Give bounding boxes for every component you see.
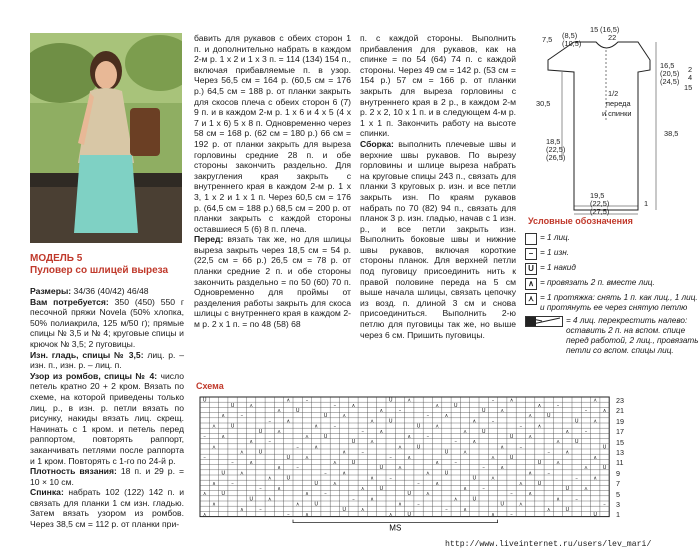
chart-stitch-symbol: – (324, 470, 327, 477)
chart-stitch-symbol: U (342, 506, 346, 513)
chart-stitch-symbol: ⋏ (528, 413, 532, 420)
chart-stitch-symbol: ∧ (286, 397, 291, 404)
chart-stitch-symbol: ⋏ (426, 491, 430, 498)
chart-stitch-symbol: ⋏ (593, 418, 598, 425)
chart-stitch-symbol: U (416, 423, 421, 430)
chart-stitch-symbol: ⋏ (500, 408, 505, 414)
chart-stitch-symbol: U (295, 408, 300, 414)
chart-stitch-symbol: ∧ (379, 428, 384, 435)
chart-stitch-symbol: U (537, 460, 542, 466)
legend-text: = 1 накид (540, 263, 576, 272)
chart-stitch-symbol: U (593, 512, 598, 518)
legend-title: Условные обозначения (528, 216, 633, 226)
chart-stitch-symbol: ∧ (463, 506, 467, 513)
chart-stitch-symbol: ⋏ (240, 449, 244, 456)
chart-stitch-symbol: – (556, 402, 560, 409)
sch-label-right-38-5: 38,5 (664, 129, 679, 138)
chart-stitch-symbol: – (361, 428, 364, 435)
text-column-3 (360, 33, 516, 340)
chart-stitch-symbol: – (398, 408, 402, 414)
chart-stitch-symbol: U (221, 491, 226, 498)
chart-stitch-symbol: U (314, 480, 319, 487)
chart-stitch-symbol: ⋏ (240, 470, 244, 477)
chart-stitch-symbol: ∧ (463, 486, 467, 492)
chart-stitch-symbol: ∧ (370, 475, 374, 482)
model-title: МОДЕЛЬ 5 (30, 253, 83, 264)
chart-row-number: 3 (616, 499, 620, 509)
chart-stitch-symbol: – (547, 470, 550, 477)
chart-stitch-symbol: – (259, 486, 262, 492)
chart-stitch-symbol: ⋏ (491, 454, 495, 461)
chart-stitch-symbol: ∧ (491, 512, 495, 518)
chart-stitch-symbol: U (351, 439, 356, 446)
chart-stitch-symbol: ⋏ (295, 501, 300, 508)
text-column-2 (194, 33, 351, 330)
chart-stitch-symbol: U (407, 491, 412, 498)
chart-stitch-symbol: ∧ (221, 413, 226, 420)
sch-label-left-26-5: (26,5) (546, 153, 566, 162)
chart-stitch-symbol: ∧ (500, 444, 505, 451)
chart-stitch-symbol: ∧ (342, 470, 346, 477)
garter-paragraph: Изн. гладь, спицы № 3,5: лиц. р. – изн. п., изн. р. – лиц. п. (30, 349, 184, 371)
chart-stitch-symbol: ∧ (212, 480, 216, 487)
chart-stitch-symbol: – (454, 460, 457, 466)
chart-stitch-symbol: ⋏ (342, 413, 346, 420)
back-paragraph: Спинка: набрать 102 (122) 142 п. и связать для планки 1 см изн. гладью. Затем вязать узором из ромбов. Через 38,5 см = 112 р. от планки при- (30, 487, 184, 530)
chart-stitch-symbol: U (444, 470, 449, 477)
chart-row-number: 7 (616, 479, 620, 489)
chart-stitch-symbol: U (249, 496, 253, 503)
chart-stitch-symbol: – (268, 418, 271, 425)
chart-stitch-symbol: ∧ (277, 465, 281, 472)
chart-stitch-symbol: ⋏ (267, 475, 272, 482)
chart-stitch-symbol: – (426, 434, 430, 440)
chart-stitch-symbol: ∧ (249, 460, 253, 466)
chart-stitch-symbol: – (575, 496, 578, 503)
legend-text: = 1 изн. (540, 248, 570, 257)
chart-stitch-symbol: – (268, 439, 271, 446)
chart-stitch-symbol: ∧ (286, 418, 291, 425)
chart-stitch-symbol: U (286, 475, 291, 482)
chart-stitch-symbol: ⋏ (584, 465, 588, 472)
chart-stitch-symbol: U (351, 460, 356, 466)
front-paragraph: Перед: вязать так же, но для шлицы выреза закрыть через 18,5 см = 54 р. (22,5 см = 66 р.) 26,5 см = 78 р. от планки средние 2 п. и обе стороны закончить раздельно = по 50 (60) 70 п. Одновременно для проймы от разделения работы закрыть для скоса шлицы с внутреннего края в каждом 2-м р. 2 х 1 п. = по 48 (58) 68 (194, 234, 351, 330)
skp-symbol-icon: ⋏ (525, 293, 537, 305)
chart-stitch-symbol: U (379, 465, 384, 472)
chart-stitch-symbol: ⋏ (277, 408, 281, 414)
legend-text: = провязать 2 п. вместе лиц. (540, 278, 655, 287)
chart-stitch-symbol: ∧ (398, 501, 402, 508)
sch-label-bottom-19-5: 19,5 (590, 191, 605, 200)
chart-stitch-symbol: ⋏ (398, 444, 402, 451)
sch-label-right-24-5: (24,5) (660, 77, 680, 86)
chart-stitch-symbol: U (323, 434, 328, 440)
chart-stitch-symbol: ∧ (472, 439, 477, 446)
chart-stitch-symbol: ⋏ (519, 480, 523, 487)
sch-label-bottom-1: 1 (644, 199, 649, 208)
legend (525, 233, 700, 359)
chart-stitch-symbol: U (444, 449, 449, 456)
k2tog-symbol-icon: ∧ (525, 278, 537, 290)
chart-stitch-symbol: – (361, 449, 364, 456)
chart-row-number: 5 (616, 489, 620, 499)
sch-label-left-18-5: 18,5 (546, 137, 561, 146)
legend-item (525, 293, 700, 313)
assembly-paragraph: Сборка: выполнить плечевые швы и верхние швы рукавов. По вырезу горловины и шлице выреза набрать на круговые спицы 243 п., связать для планки 3 круговых р. изн. и все петли закрыть изн. По краям рукавов набрать по 70 (82) 94 п., связать для планок 3 р. изн. гладью, начав с 1 изн. р., и все петли закрыть изн. Выполнить боковые швы и нижние швы рукавов, включая короткие стороны планок. Для верхней петли под пуговицу присоединить нить к правой половине переда на 5 см выше начала шлицы, связать цепочку из возд. п. длиной 3 см и снова присоединиться. Выполнить 2-ю петлю для пуговицы так же, но выше через 6 см. Пришить пуговицы. (360, 138, 516, 340)
yarn-over-symbol-icon: U (525, 263, 537, 275)
chart-stitch-symbol: ⋏ (333, 480, 337, 487)
chart-stitch-symbol: ⋏ (407, 397, 412, 404)
sch-label-right-16-5: 16,5 (660, 61, 675, 70)
knitting-chart (196, 395, 628, 543)
chart-stitch-symbol: – (203, 454, 206, 461)
pattern-paragraph: Узор из ромбов, спицы № 4: число петель кратно 20 + 2 кром. Вязать по схеме, на которой приведены только лиц. р., в изн. р. петли вязать по рисунку, накиды вязать лиц. скрещ. Начинать с 1 кром. и петель перед раппортом, повторять раппорт, заканчивать петлями после раппорта и 1 кром. Повторять с 1-го по 24-й р. (30, 370, 184, 466)
chart-stitch-symbol: ∧ (537, 423, 542, 430)
model-header (30, 253, 190, 277)
chart-stitch-symbol: – (417, 501, 420, 508)
chart-stitch-symbol: ⋏ (435, 423, 439, 430)
model-subtitle: Пуловер со шлицей выреза (30, 265, 169, 276)
chart-stitch-symbol: U (416, 444, 421, 451)
chart-stitch-symbol: U (602, 444, 607, 451)
chart-stitch-symbol: – (231, 460, 234, 466)
chart-stitch-symbol: ⋏ (333, 460, 337, 466)
chart-stitch-symbol: ⋏ (360, 506, 365, 513)
chart-row-number: 13 (616, 447, 624, 457)
chart-stitch-symbol: U (537, 480, 542, 487)
chart-stitch-symbol: U (509, 434, 514, 440)
chart-row-number: 19 (616, 416, 624, 426)
chart-stitch-symbol: U (472, 475, 477, 482)
chart-stitch-symbol: ∧ (500, 465, 505, 472)
chart-row-number: 21 (616, 406, 624, 416)
chart-stitch-symbol: ∧ (342, 449, 346, 456)
chart-stitch-symbol: U (565, 506, 570, 513)
chart-stitch-symbol: ∧ (444, 413, 449, 420)
sch-label-neck-top: 15 (590, 25, 599, 34)
chart-stitch-symbol: – (287, 512, 290, 518)
chart-row-number: 11 (616, 458, 624, 468)
chart-stitch-symbol: ∧ (314, 423, 319, 430)
chart-row-numbers (616, 396, 632, 521)
chart-stitch-symbol: ⋏ (453, 496, 458, 503)
chart-stitch-symbol: ⋏ (370, 439, 374, 446)
legend-item (525, 233, 700, 245)
chart-stitch-symbol: ∧ (305, 512, 309, 518)
knit-symbol-icon (525, 233, 537, 245)
chart-stitch-symbol: – (296, 465, 299, 472)
chart-stitch-symbol: ⋏ (528, 434, 532, 440)
chart-stitch-symbol: U (221, 470, 226, 477)
chart-stitch-symbol: U (388, 418, 393, 425)
chart-stitch-symbol: ⋏ (212, 423, 216, 430)
sch-label-top-left: 7,5 (542, 35, 553, 44)
chart-stitch-symbol: – (203, 434, 206, 440)
chart-stitch-symbol: – (547, 449, 550, 456)
chart-row-number: 17 (616, 427, 624, 437)
chart-stitch-symbol: ∧ (556, 496, 560, 503)
purl-symbol-icon: – (525, 248, 537, 260)
chart-stitch-symbol: U (388, 397, 393, 404)
chart-stitch-symbol: ⋏ (202, 491, 207, 498)
chart-stitch-symbol: U (500, 501, 505, 508)
chart-stitch-symbol: – (482, 486, 485, 492)
chart-stitch-symbol: – (603, 501, 606, 508)
model-photo (30, 33, 182, 243)
chart-stitch-symbol: ∧ (407, 434, 412, 440)
chart-stitch-symbol: ∧ (565, 449, 570, 456)
chart-stitch-symbol: ⋏ (305, 434, 309, 440)
chart-stitch-symbol: U (258, 428, 263, 435)
chart-stitch-symbol: – (454, 439, 457, 446)
chart-stitch-symbol: ∧ (277, 486, 281, 492)
chart-stitch-symbol: ⋏ (491, 475, 495, 482)
chart-stitch-symbol: ⋏ (267, 496, 272, 503)
chart-stitch-symbol: ∧ (602, 408, 607, 414)
chart-stitch-symbol: ∧ (565, 428, 570, 435)
chart-stitch-symbol: ∧ (212, 501, 216, 508)
chart-stitch-symbol: ∧ (528, 470, 532, 477)
sch-label-neck-top-b: (16,5) (600, 25, 620, 34)
legend-text: = 1 лиц. (540, 233, 571, 242)
chart-stitch-symbol: ⋏ (370, 418, 374, 425)
chart-row-number: 23 (616, 396, 624, 405)
chart-stitch-symbol: ⋏ (463, 428, 467, 435)
legend-item (525, 263, 700, 275)
chart-stitch-symbol: U (453, 402, 458, 409)
garment-schematic (526, 20, 700, 220)
sch-label-right-4: 4 (688, 73, 693, 82)
density-paragraph: Плотность вязания: 18 п. и 29 р. = 10 × 10 см. (30, 466, 184, 487)
chart-stitch-symbol: U (314, 501, 319, 508)
chart-stitch-symbol: U (574, 439, 579, 446)
chart-stitch-symbol: – (575, 475, 578, 482)
chart-stitch-symbol: ⋏ (426, 470, 430, 477)
sch-label-left-30-5: 30,5 (536, 99, 551, 108)
chart-stitch-symbol: ⋏ (593, 397, 598, 404)
repeat-bracket (293, 520, 498, 523)
chart-stitch-symbol: U (202, 397, 207, 404)
chart-row-number: 9 (616, 468, 620, 478)
chart-stitch-symbol: ∧ (240, 506, 244, 513)
chart-stitch-symbol: – (296, 444, 299, 451)
chart-stitch-symbol: ∧ (435, 480, 439, 487)
source-url: http://www.liveinternet.ru/users/lev_mari/ (445, 540, 652, 549)
chart-stitch-symbol: ∧ (593, 454, 598, 461)
chart-stitch-symbol: U (230, 423, 235, 430)
chart-stitch-symbol: ∧ (351, 402, 356, 409)
chart-stitch-symbol: – (389, 454, 392, 461)
chart-stitch-symbol: ⋏ (249, 402, 253, 409)
chart-stitch-symbol: ∧ (379, 408, 384, 414)
chart-stitch-symbol: U (258, 449, 263, 456)
sch-label-bottom-27-5: (27,5) (590, 207, 610, 216)
chart-stitch-symbol: ⋏ (212, 444, 216, 451)
chart-stitch-symbol: U (472, 496, 477, 503)
sch-label-right-2: 2 (688, 65, 693, 74)
sch-label-half: 1/2 (608, 89, 619, 98)
sch-label-back: и спинки (602, 109, 632, 118)
chart-stitch-symbol: – (519, 444, 523, 451)
materials-paragraph: Вам потребуется: 350 (450) 550 г песочной пряжи Novela (50% хлопка, 50% полиакрила, 125 м/50 г); прямые спицы № 3,5 и № 4; круговые спицы и крючок № 3,5; 2 пуговицы. (30, 296, 185, 349)
chart-stitch-symbol: – (510, 512, 513, 518)
chart-stitch-symbol: – (510, 491, 513, 498)
chart-stitch-symbol: ∧ (305, 491, 309, 498)
chart-stitch-symbol: ⋏ (556, 439, 560, 446)
chart-stitch-symbol: – (519, 423, 523, 430)
chart-stitch-symbol: ⋏ (556, 460, 560, 466)
chart-stitch-symbol: – (491, 397, 495, 404)
legend-text: = 4 лиц. перекрестить налево: оставить 2 п. на вспом. спице перед работой, 2 лиц., провязать петли со вспом. спицы лиц. (566, 316, 699, 355)
legend-item (525, 278, 700, 290)
chart-stitch-symbol: U (286, 454, 291, 461)
chart-stitch-symbol: – (240, 413, 244, 420)
chart-stitch-symbol: U (379, 486, 384, 492)
chart-stitch-symbol: ∧ (435, 460, 439, 466)
sizes-paragraph: Размеры: 34/36 (40/42) 46/48 (30, 286, 149, 296)
chart-stitch-symbol: U (230, 402, 235, 409)
chart-stitch-symbol: ⋏ (435, 402, 439, 409)
chart-stitch-symbol: U (407, 512, 412, 518)
chart-stitch-symbol: ⋏ (398, 465, 402, 472)
chart-row-number: 1 (616, 510, 620, 520)
chart-stitch-symbol: U (574, 418, 579, 425)
legend-text: = 1 протяжка: снять 1 п. как лиц., 1 лиц. и протянуть ее через снятую петлю (540, 293, 698, 312)
chart-stitch-symbol: – (426, 413, 430, 420)
legend-item (525, 248, 700, 260)
chart-stitch-symbol: ∧ (509, 397, 514, 404)
repeat-label: MS (389, 523, 402, 533)
sch-label-bottom-22-5: (22,5) (590, 199, 610, 208)
chart-stitch-symbol: – (352, 496, 355, 503)
sch-label-neck-width: 22 (608, 33, 617, 42)
sch-label-top-a: (8,5) (562, 31, 578, 40)
chart-stitch-symbol: – (417, 480, 420, 487)
cable-symbol-icon (525, 316, 563, 327)
chart-stitch-symbol: ∧ (249, 439, 253, 446)
chart-stitch-symbol: U (546, 413, 551, 420)
chart-stitch-symbol: ⋏ (305, 454, 309, 461)
chart-stitch-symbol: ∧ (314, 444, 319, 451)
chart-stitch-symbol: U (602, 465, 607, 472)
chart-stitch-symbol: ⋏ (360, 486, 365, 492)
sch-label-left-22-5: (22,5) (546, 145, 566, 154)
chart-stitch-symbol: ∧ (370, 496, 374, 503)
chart-stitch-symbol: U (565, 486, 570, 492)
chart-stitch-symbol: – (445, 506, 448, 513)
chart-stitch-symbol: ⋏ (202, 512, 207, 518)
sch-label-right-15: 15 (684, 83, 693, 92)
chart-stitch-symbol: ∧ (472, 418, 477, 425)
sch-label-top-b: (10,5) (562, 39, 582, 48)
chart-stitch-symbol: ⋏ (463, 449, 467, 456)
chart-stitch-symbol: U (509, 454, 514, 461)
chart-title: Схема (196, 381, 224, 391)
chart-stitch-symbol: ⋏ (277, 428, 281, 435)
sch-label-right-20-5: (20,5) (660, 69, 680, 78)
chart-stitch-symbol: ∧ (593, 475, 598, 482)
sch-label-front: переда (606, 99, 631, 108)
chart-stitch-symbol: U (481, 428, 486, 435)
chart-stitch-symbol: ⋏ (388, 512, 393, 518)
chart-stitch-symbol: ∧ (407, 454, 412, 461)
chart-stitch-symbol: ⋏ (584, 486, 588, 492)
chart-row-number: 15 (616, 437, 624, 447)
chart-stitch-symbol: – (584, 428, 588, 435)
chart-stitch-symbol: U (481, 408, 486, 414)
chart-stitch-symbol: – (482, 465, 485, 472)
chart-stitch-symbol: – (584, 408, 588, 414)
chart-stitch-symbol: ∧ (528, 491, 532, 498)
chart-stitch-symbol: – (389, 475, 392, 482)
chart-stitch-symbol: ∧ (537, 402, 542, 409)
chart-stitch-symbol: – (231, 480, 234, 487)
chart-stitch-symbol: ⋏ (519, 501, 523, 508)
back-continued-paragraph: бавить для рукавов с обеих сторон 1 п. и дополнительно набрать в каждом 2-м р. 1 х 2 и 1 х 3 п. = 114 (134) 154 п., включая прибавляемые п. в узор. Через 56,5 см = 164 р. (60,5 см = 176 р.) 64,5 см = 188 р. от планки закрыть для скосов плеча с обеих сторон 6 (7) 9 п. и в каждом 2-м р. 1 х 6 и 4 х 5 (4 х 7 и 1 х 6) 5 х 8 п. Одновременно через 58 см = 168 р. (62 см = 180 р.) 66 см = 192 р. от планки закрыть для выреза горловины средние 28 п. и обе стороны закончить раздельно. Для закругления края закрыть с внутреннего края в каждом 2-м р. 1 х 3, 1 х 2 и 1 х 1 п. Через 60,5 см = 176 р. (64,5 см = 188 р.) 68,5 см = 200 р. от планки закрыть с каждой стороны оставшиеся 5 (6) 8 п. плеча. (194, 33, 351, 234)
chart-stitch-symbol: – (333, 402, 337, 409)
front-continued-paragraph: п. с каждой стороны. Выполнить прибавления для рукавов, как на спинке = по 54 (64) 74 п. с каждой стороны. Через 49 см = 142 р. (53 см = 154 р.) 57 см = 166 р. от планки закрыть для выреза горловины с внутреннего края в 2 р., в каждом 2-м р. 2 х 2, 10 х 1 п. и в следующем 4-м р. 1 х 1 п. Закончить работу на высоте спинки. (360, 33, 516, 139)
chart-stitch-symbol: – (259, 506, 262, 513)
chart-stitch-symbol: ∧ (221, 434, 226, 440)
chart-stitch-symbol: ⋏ (546, 506, 551, 513)
legend-item (525, 316, 700, 356)
chart-stitch-symbol: U (323, 413, 328, 420)
chart-stitch-symbol: – (491, 418, 495, 425)
chart-stitch-symbol: – (324, 491, 327, 498)
chart-stitch-symbol: – (305, 397, 309, 404)
chart-stitch-symbol: – (333, 423, 337, 430)
text-column-1 (30, 286, 184, 530)
